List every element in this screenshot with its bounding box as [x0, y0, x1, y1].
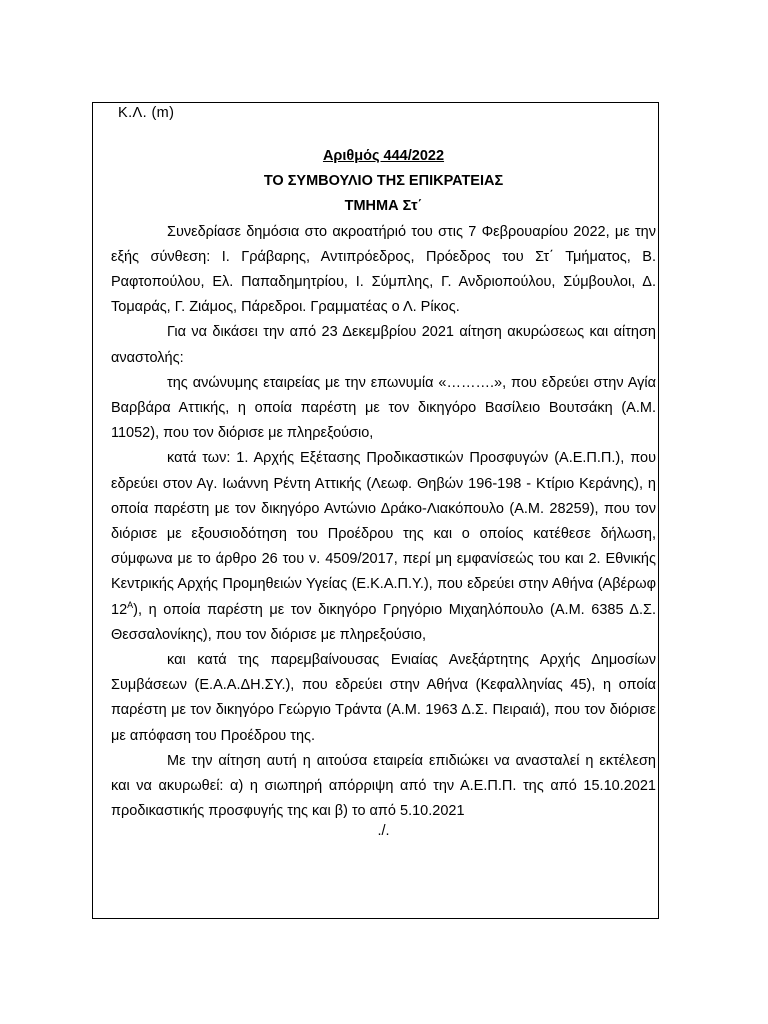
continuation-marker: ./.: [377, 823, 390, 840]
paragraph-applicant: της ανώνυμης εταιρείας με την επωνυμία «……….», που εδρεύει στην Αγία Βαρβάρα Αττικής, η οποία παρέστη με τον δικηγόρο Βασίλειο Βουτσάκη (Α.Μ. 11052), που τον διόρισε με πληρεξούσιο,: [111, 374, 656, 442]
address-superscript: Α: [127, 599, 134, 610]
document-body: [111, 144, 656, 838]
document-initials: Κ.Λ. (m): [118, 105, 175, 121]
paragraph-application: Για να δικάσει την από 23 Δεκεμβρίου 2021 αίτηση ακυρώσεως και αίτηση αναστολής:: [111, 324, 656, 366]
paragraph-composition: Συνεδρίασε δημόσια στο ακροατήριό του στις 7 Φεβρουαρίου 2022, με την εξής σύνθεση: Ι. Γράβαρης, Αντιπρόεδρος, Πρόεδρος του Στ΄ Τμήματος, Β. Ραφτοπούλου, Ελ. Παπαδημητρίου, Ι. Σύμπλης, Γ. Ανδριοπούλου, Σύμβουλοι, Δ. Τομαράς, Γ. Ζιάμος, Πάρεδροι. Γραμματέας ο Λ. Ρίκος.: [111, 223, 656, 316]
paragraph-respondents: [111, 446, 656, 648]
paragraph-claim: Με την αίτηση αυτή η αιτούσα εταιρεία επιδιώκει να ανασταλεί η εκτέλεση και να ακυρωθεί: α) η σιωπηρή απόρριψη από την Α.Ε.Π.Π. της από 15.10.2021 προδικαστικής προσφυγής της και β) το από 5.10.2021: [111, 752, 656, 820]
respondents-text-part2: ), η οποία παρέστη με τον δικηγόρο Γρηγόριο Μιχαηλόπουλο (Α.Μ. 6385 Δ.Σ. Θεσσαλονίκης), που τον διόρισε με πληρεξούσιο,: [111, 601, 656, 643]
respondents-text-part1: κατά των: 1. Αρχής Εξέτασης Προδικαστικών Προσφυγών (Α.Ε.Π.Π.), που εδρεύει στον Αγ. Ιωάννη Ρέντη Αττικής (Λεωφ. Θηβών 196-198 - Κτίριο Κεράνης), η οποία παρέστη με τον δικηγόρο Αντώνιο Δράκο-Λιακόπουλο (Α.Μ. 28259), που τον διόρισε με εξουσιοδότηση του Προέδρου της και ο οποίος κατέθεσε δήλωση, σύμφωνα με το άρθρο 26 του ν. 4509/2017, περί μη εμφανίσεώς του και 2. Εθνικής Κεντρικής Αρχής Προμηθειών Υγείας (Ε.Κ.Α.Π.Υ.), που εδρεύει στην Αθήνα (Αβέρωφ 12: [111, 450, 656, 618]
paragraph-intervener: και κατά της παρεμβαίνουσας Ενιαίας Ανεξάρτητης Αρχής Δημοσίων Συμβάσεων (Ε.Α.Α.ΔΗ.ΣΥ.), που εδρεύει στην Αθήνα (Κεφαλληνίας 45), η οποία παρέστη με τον δικηγόρο Γεώργιο Τράντα (Α.Μ. 1963 Δ.Σ. Πειραιά), που τον διόρισε με απόφαση του Προέδρου της.: [111, 652, 656, 744]
court-section: ΤΜΗΜΑ Στ΄: [344, 198, 423, 215]
court-name: ΤΟ ΣΥΜΒΟΥΛΙΟ ΤΗΣ ΕΠΙΚΡΑΤΕΙΑΣ: [263, 173, 504, 190]
decision-number: Αριθμός 444/2022: [322, 148, 445, 164]
